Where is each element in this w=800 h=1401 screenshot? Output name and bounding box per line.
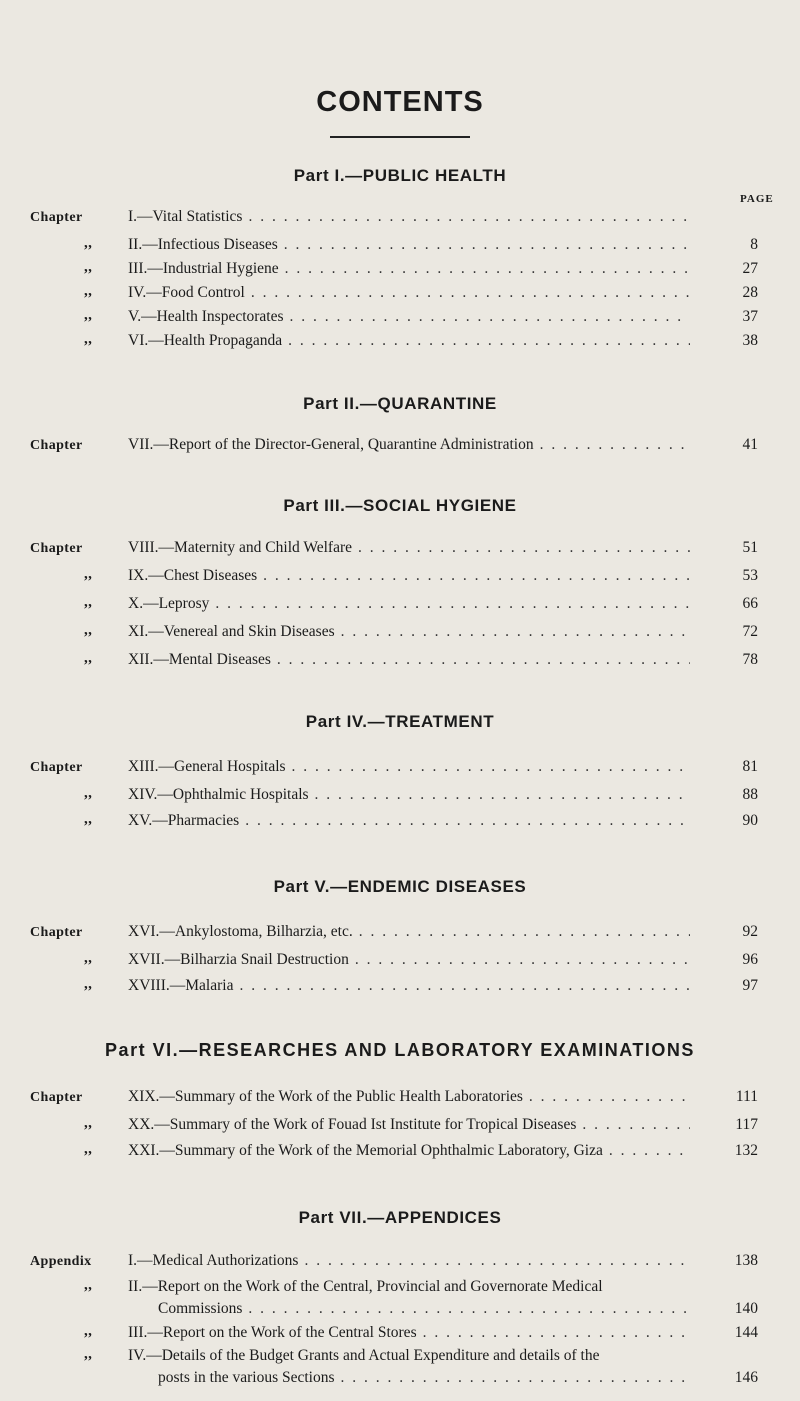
page-column-heading: PAGE bbox=[740, 193, 774, 205]
toc-entry: II.—Report on the Work of the Central, Provincial and Governorate Medical Commissions . . . bbox=[128, 1276, 690, 1320]
ditto-mark: ,, bbox=[84, 811, 93, 827]
part-heading: Part VII.—APPENDICES bbox=[298, 1208, 502, 1227]
toc-entry: XXI.—Summary of the Work of the Memorial Ophthalmic Laboratory, Giza . . . bbox=[128, 1140, 690, 1162]
page-number: 81 bbox=[742, 758, 758, 775]
ditto-mark: ,, bbox=[84, 622, 93, 638]
ditto-mark: ,, bbox=[84, 307, 93, 323]
page-number: 8 bbox=[750, 236, 758, 253]
page-number: 132 bbox=[734, 1142, 758, 1159]
toc-entry: VI.—Health Propaganda . . . bbox=[128, 330, 690, 352]
page-number: 51 bbox=[742, 539, 758, 556]
page-number: 38 bbox=[742, 332, 758, 349]
ditto-mark: ,, bbox=[84, 566, 93, 582]
toc-entry: IV.—Food Control . . . bbox=[128, 282, 690, 304]
ditto-mark: ,, bbox=[84, 1115, 93, 1131]
page-number: 146 bbox=[734, 1369, 758, 1386]
toc-entry: I.—Medical Authorizations . . . bbox=[128, 1250, 690, 1272]
part-heading: Part IV.—TREATMENT bbox=[305, 712, 495, 731]
toc-entry: XV.—Pharmacies . . . bbox=[128, 810, 690, 832]
page-number: 92 bbox=[742, 923, 758, 940]
page-number bbox=[710, 1392, 758, 1400]
ditto-mark bbox=[84, 1380, 85, 1381]
ditto-mark: ,, bbox=[84, 785, 93, 801]
toc-entry: V.—Health Inspectorates . . . bbox=[128, 306, 690, 328]
page-number: 144 bbox=[734, 1324, 758, 1341]
part-heading: Part I.—PUBLIC HEALTH bbox=[293, 166, 507, 185]
page-number: 90 bbox=[742, 812, 758, 829]
chapter-label: Chapter bbox=[30, 438, 83, 453]
chapter-label: Chapter bbox=[30, 760, 83, 775]
page-number: 140 bbox=[734, 1300, 758, 1317]
page-number: 88 bbox=[742, 786, 758, 803]
toc-entry: IX.—Chest Diseases . . . bbox=[128, 565, 690, 587]
toc-entry-continuation: posts in the various Sections . . . bbox=[158, 1367, 690, 1389]
toc-entry: XVII.—Bilharzia Snail Destruction . . . bbox=[128, 949, 690, 971]
ditto-mark: ,, bbox=[84, 235, 93, 251]
page-number: 96 bbox=[742, 951, 758, 968]
ditto-mark: ,, bbox=[84, 1141, 93, 1157]
toc-entry: III.—Report on the Work of the Central Stores . . . bbox=[128, 1322, 690, 1344]
ditto-mark: ,, bbox=[84, 283, 93, 299]
ditto-mark: ,, bbox=[84, 259, 93, 275]
toc-entry: XIX.—Summary of the Work of the Public Health Laboratories . . . bbox=[128, 1086, 690, 1108]
toc-entry: XVIII.—Malaria . . . bbox=[128, 975, 690, 997]
page-number: 66 bbox=[742, 595, 758, 612]
chapter-label: Chapter bbox=[30, 925, 83, 940]
page-title: CONTENTS bbox=[316, 86, 484, 118]
part-heading: Part III.—SOCIAL HYGIENE bbox=[283, 496, 517, 515]
ditto-mark: ,, bbox=[84, 950, 93, 966]
toc-entry: IV.—Details of the Budget Grants and Actual Expenditure and details of the bbox=[128, 1347, 600, 1364]
appendix-label: Appendix bbox=[30, 1254, 92, 1269]
ditto-mark: ,, bbox=[84, 1346, 93, 1362]
page-number: 111 bbox=[735, 1088, 758, 1105]
ditto-mark: ,, bbox=[84, 1323, 93, 1339]
page-number: 27 bbox=[742, 260, 758, 277]
toc-entry: XVI.—Ankylostoma, Bilharzia, etc. . . . bbox=[128, 921, 690, 943]
page-number: 117 bbox=[735, 1116, 758, 1133]
toc-entry: X.—Leprosy . . . bbox=[128, 593, 690, 615]
page-number: 37 bbox=[742, 308, 758, 325]
chapter-label: Chapter bbox=[30, 210, 83, 225]
toc-entry: XIV.—Ophthalmic Hospitals . . . bbox=[128, 784, 690, 806]
page-number: 72 bbox=[742, 623, 758, 640]
toc-entry: III.—Industrial Hygiene . . . bbox=[128, 258, 690, 280]
part-heading: Part V.—ENDEMIC DISEASES bbox=[273, 877, 527, 896]
ditto-mark: ,, bbox=[84, 594, 93, 610]
page-number bbox=[710, 1384, 758, 1392]
part-heading: Part II.—QUARANTINE bbox=[303, 394, 497, 413]
toc-entry bbox=[128, 1392, 690, 1400]
toc-entry: XX.—Summary of the Work of Fouad Ist Institute for Tropical Diseases . . . bbox=[128, 1114, 690, 1136]
page-number: 78 bbox=[742, 651, 758, 668]
page-number: 138 bbox=[734, 1252, 758, 1269]
page-number: 97 bbox=[742, 977, 758, 994]
chapter-label: Chapter bbox=[30, 1090, 83, 1105]
toc-entry: I.—Vital Statistics . . . bbox=[128, 206, 690, 228]
toc-entry: VIII.—Maternity and Child Welfare . . . bbox=[128, 537, 690, 559]
page-number: 53 bbox=[742, 567, 758, 584]
toc-entry: XIII.—General Hospitals . . . bbox=[128, 756, 690, 778]
page-number: 28 bbox=[742, 284, 758, 301]
part-heading: Part VI.—RESEARCHES AND LABORATORY EXAMINATIONS bbox=[105, 1040, 695, 1060]
title-rule bbox=[330, 136, 470, 138]
toc-entry: II.—Infectious Diseases . . . bbox=[128, 234, 690, 256]
toc-entry: XII.—Mental Diseases . . . bbox=[128, 649, 690, 671]
page-number: 41 bbox=[742, 436, 758, 453]
toc-entry: XI.—Venereal and Skin Diseases . . . bbox=[128, 621, 690, 643]
chapter-label: Chapter bbox=[30, 541, 83, 556]
ditto-mark: ,, bbox=[84, 976, 93, 992]
toc-entry: VII.—Report of the Director-General, Quarantine Administration . . . bbox=[128, 434, 690, 456]
ditto-mark: ,, bbox=[84, 650, 93, 666]
toc-entry bbox=[128, 1384, 690, 1392]
ditto-mark: ,, bbox=[84, 1277, 93, 1293]
ditto-mark: ,, bbox=[84, 331, 93, 347]
